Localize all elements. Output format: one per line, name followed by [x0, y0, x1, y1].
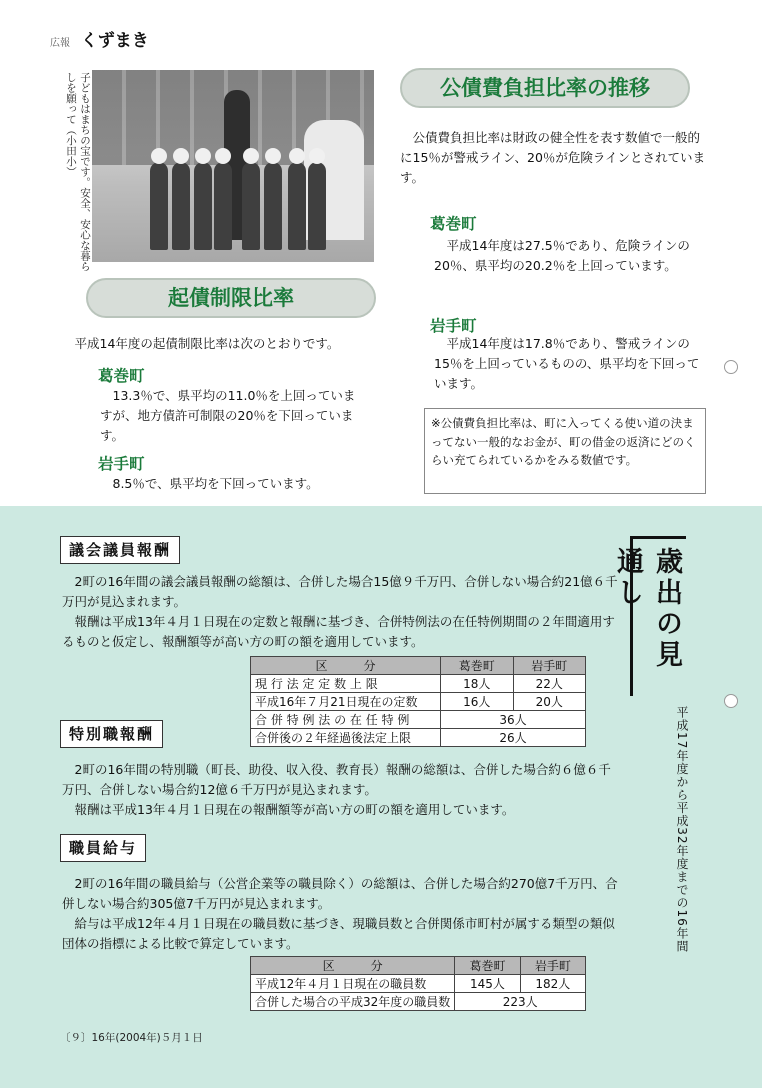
- table-row: [251, 693, 586, 711]
- page-footer: 〔９〕16年(2004年)５月１日: [60, 1032, 203, 1044]
- giin-table: [250, 656, 586, 747]
- table-cell: 平成12年４月１日現在の職員数: [251, 975, 455, 993]
- table-cell: 145人: [455, 975, 520, 993]
- table-header-row: [251, 957, 586, 975]
- kisai-kuzumaki-heading: 葛巻町: [98, 367, 145, 385]
- vertical-title: 歳出の見通し: [630, 536, 686, 696]
- kisai-iwate-text: 8.5％で、県平均を下回っています。: [112, 476, 319, 491]
- header-small-label: 広報: [50, 38, 70, 49]
- tokubetsu-heading: 特別職報酬: [60, 720, 163, 748]
- shokuin-heading: 職員給与: [60, 834, 146, 862]
- shokuin-p2: 給与は平成12年４月１日現在の職員数に基づき、現職員数と合併関係市町村が属する類型の類似団体の指標による比較で算定しています。: [62, 916, 615, 951]
- table-row: [251, 675, 586, 693]
- table-cell: 合併した場合の平成32年度の職員数: [251, 993, 455, 1011]
- table-cell: 18人: [441, 675, 514, 693]
- table-cell: 16人: [441, 693, 514, 711]
- table-cell: 20人: [513, 693, 586, 711]
- header-logo: くずまき: [80, 31, 149, 51]
- table-header: 区 分: [251, 957, 455, 975]
- table-row: [251, 729, 586, 747]
- section-title-kouhai: 公債費負担比率の推移: [400, 68, 690, 108]
- kisai-intro: 平成14年度の起債制限比率は次のとおりです。: [74, 336, 340, 351]
- table-header-row: [251, 657, 586, 675]
- tokubetsu-p1: 2町の16年間の特別職（町長、助役、収入役、教育長）報酬の総額は、合併した場合約６億６千万円、合併しない場合約12億６千万円が見込まれます。: [62, 762, 611, 797]
- kisai-iwate-heading: 岩手町: [98, 455, 145, 473]
- table-row: [251, 993, 586, 1011]
- table-row: [251, 711, 586, 729]
- kouhai-iwate-text: 平成14年度は17.8％であり、警戒ラインの15％を上回っているものの、県平均を下回っています。: [434, 336, 700, 391]
- table-header: 葛巻町: [455, 957, 520, 975]
- photo-caption: 子どもはまちの宝です。安全、安心な暮らしを願って（小田小）: [65, 72, 91, 272]
- giin-heading: 議会議員報酬: [60, 536, 180, 564]
- shokuin-table: [250, 956, 586, 1011]
- kouhai-kuzumaki-heading: 葛巻町: [430, 215, 477, 233]
- children-photo: [92, 70, 374, 262]
- giin-p2: 報酬は平成13年４月１日現在の定数と報酬に基づき、合併特例法の在任特例期間の２年間適用するものと仮定し、報酬額等が高い方の町の額を適用しています。: [62, 614, 615, 649]
- table-cell: 26人: [441, 729, 586, 747]
- table-cell: 合併後の２年経過後法定上限: [251, 729, 441, 747]
- page-header: [50, 26, 149, 51]
- table-row: [251, 975, 586, 993]
- kisai-kuzumaki-text: 13.3％で、県平均の11.0％を上回っていますが、地方債許可制限の20％を下回っています。: [100, 388, 356, 443]
- table-cell: 223人: [455, 993, 586, 1011]
- kouhai-note: ※公債費負担比率は、町に入ってくる使い道の決まってない一般的なお金が、町の借金の返済にどのくらい充てられているかをみる数値です。: [424, 408, 706, 494]
- table-cell: 合 併 特 例 法 の 在 任 特 例: [251, 711, 441, 729]
- kouhai-intro: 公債費負担比率は財政の健全性を表す数値で一般的に15％が警戒ライン、20％が危険ラインとされています。: [400, 130, 706, 185]
- table-cell: 36人: [441, 711, 586, 729]
- section-title-kisai: 起債制限比率: [86, 278, 376, 318]
- kouhai-iwate-heading: 岩手町: [430, 317, 477, 335]
- table-cell: 22人: [513, 675, 586, 693]
- table-cell: 平成16年７月21日現在の定数: [251, 693, 441, 711]
- shokuin-p1: 2町の16年間の職員給与（公営企業等の職員除く）の総額は、合併した場合約270億7千万円、合併しない場合約305億7千万円が見込まれます。: [62, 876, 618, 911]
- table-header: 岩手町: [513, 657, 586, 675]
- tokubetsu-p2: 報酬は平成13年４月１日現在の報酬額等が高い方の町の額を適用しています。: [74, 802, 515, 817]
- table-cell: 現 行 法 定 定 数 上 限: [251, 675, 441, 693]
- table-header: 区 分: [251, 657, 441, 675]
- giin-p1: 2町の16年間の議会議員報酬の総額は、合併した場合15億９千万円、合併しない場合約21億６千万円が見込まれます。: [62, 574, 618, 609]
- table-header: 岩手町: [520, 957, 585, 975]
- table-cell: 182人: [520, 975, 585, 993]
- vertical-subtitle: 平成17年度から平成32年度までの16年間: [675, 706, 689, 953]
- kouhai-kuzumaki-text: 平成14年度は27.5％であり、危険ラインの20％、県平均の20.2％を上回っています。: [434, 238, 690, 273]
- table-header: 葛巻町: [441, 657, 514, 675]
